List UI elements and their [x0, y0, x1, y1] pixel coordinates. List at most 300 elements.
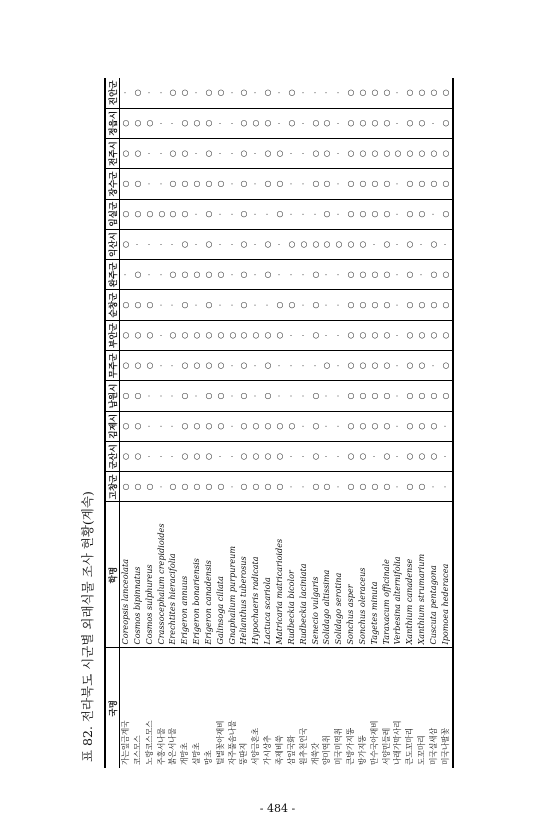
presence-cell: · [262, 199, 274, 229]
presence-cell: ○ [321, 229, 333, 259]
presence-cell: ○ [191, 108, 203, 138]
presence-cell: ○ [310, 381, 322, 411]
presence-cell: · [167, 441, 179, 471]
presence-cell: ○ [238, 320, 250, 350]
korean-name: 미국실새삼 [428, 727, 438, 765]
scientific-name: Erechtites hieracifolia [167, 502, 179, 648]
presence-cell: ○ [345, 381, 357, 411]
presence-cell: ○ [132, 441, 144, 471]
presence-cell: ○ [416, 108, 428, 138]
col-header-region: 완주군 [105, 260, 120, 290]
presence-cell: ○ [203, 229, 215, 259]
presence-cell: ○ [310, 290, 322, 320]
scientific-name: Matricaria matricarioides [274, 502, 286, 648]
presence-cell: · [286, 199, 298, 229]
presence-cell: · [156, 290, 168, 320]
table-row [262, 78, 274, 768]
presence-cell: ○ [440, 138, 453, 168]
presence-cell: ○ [345, 411, 357, 441]
presence-cell: ○ [167, 199, 179, 229]
presence-cell: ○ [357, 441, 369, 471]
col-header-region: 순창군 [105, 290, 120, 320]
korean-name: 개망초 [180, 742, 190, 765]
presence-cell: ○ [191, 351, 203, 381]
presence-cell: ○ [120, 472, 132, 502]
presence-cell: ○ [369, 108, 381, 138]
presence-cell: ○ [321, 138, 333, 168]
presence-cell: ○ [286, 78, 298, 108]
presence-cell: · [321, 441, 333, 471]
presence-cell: ○ [310, 138, 322, 168]
presence-cell: ○ [250, 108, 262, 138]
presence-cell: ○ [369, 260, 381, 290]
table-row [203, 78, 215, 768]
presence-cell: ○ [321, 199, 333, 229]
presence-cell: · [144, 441, 156, 471]
presence-cell: ○ [404, 411, 416, 441]
presence-cell: ○ [179, 441, 191, 471]
presence-cell: · [310, 351, 322, 381]
scientific-name: Cuscuta pentagona [428, 502, 440, 648]
presence-cell: ○ [144, 472, 156, 502]
presence-cell: ○ [179, 199, 191, 229]
presence-cell: ○ [416, 441, 428, 471]
scientific-name: Ipomoea hederacea [440, 502, 453, 648]
rotated-table-block [78, 78, 473, 768]
presence-cell: ○ [167, 320, 179, 350]
presence-cell: ○ [262, 78, 274, 108]
korean-name: 서양민들레 [381, 727, 391, 765]
korean-name: 개쑥갓 [310, 742, 320, 765]
presence-cell: ○ [274, 441, 286, 471]
presence-cell: ○ [262, 138, 274, 168]
presence-cell: ○ [381, 411, 393, 441]
scientific-name: Gnaphalium purpureum [227, 502, 239, 648]
presence-cell: ○ [381, 229, 393, 259]
table-row [227, 78, 239, 768]
presence-cell: · [215, 199, 227, 229]
presence-cell: · [333, 290, 345, 320]
presence-cell: · [191, 199, 203, 229]
table-row [215, 78, 227, 768]
presence-cell: ○ [381, 441, 393, 471]
korean-name: 만수국아재비 [369, 720, 379, 765]
col-header-region: 임실군 [105, 199, 120, 229]
presence-cell: ○ [357, 472, 369, 502]
presence-cell: · [392, 351, 404, 381]
presence-cell: · [286, 320, 298, 350]
presence-cell: ○ [215, 472, 227, 502]
presence-cell: ○ [404, 351, 416, 381]
presence-cell: ○ [357, 260, 369, 290]
table-caption: 표 82. 전라북도 시군별 외래식물 조사 현황(계속) [80, 491, 95, 762]
presence-cell: ○ [191, 441, 203, 471]
col-header-region: 무주군 [105, 351, 120, 381]
table-row [321, 78, 333, 768]
presence-cell: · [227, 199, 239, 229]
table-row [333, 78, 345, 768]
scientific-name: Erigeron canadensis [203, 502, 215, 648]
presence-cell: · [428, 472, 440, 502]
presence-cell: · [120, 260, 132, 290]
presence-cell: ○ [369, 351, 381, 381]
presence-cell: ○ [369, 169, 381, 199]
presence-cell: ○ [191, 411, 203, 441]
presence-cell: ○ [132, 411, 144, 441]
presence-cell: ○ [440, 199, 453, 229]
table-row [156, 78, 168, 768]
presence-cell: ○ [191, 260, 203, 290]
presence-cell: ○ [440, 169, 453, 199]
presence-cell: ○ [369, 320, 381, 350]
presence-cell: ○ [310, 260, 322, 290]
presence-cell: ○ [132, 108, 144, 138]
presence-cell: ○ [310, 108, 322, 138]
presence-cell: · [156, 472, 168, 502]
presence-cell: ○ [191, 472, 203, 502]
presence-cell: ○ [357, 108, 369, 138]
presence-cell: ○ [404, 169, 416, 199]
presence-cell: ○ [369, 138, 381, 168]
presence-cell: ○ [345, 169, 357, 199]
presence-cell: ○ [120, 229, 132, 259]
presence-cell: · [392, 320, 404, 350]
presence-cell: ○ [238, 411, 250, 441]
col-header-region: 부안군 [105, 320, 120, 350]
presence-cell: ○ [440, 351, 453, 381]
presence-cell: ○ [357, 351, 369, 381]
presence-cell: ○ [428, 78, 440, 108]
presence-cell: ○ [215, 320, 227, 350]
presence-cell: · [215, 108, 227, 138]
presence-cell: · [428, 108, 440, 138]
korean-name: 방가지똥 [357, 735, 367, 765]
col-header-region: 고창군 [105, 472, 120, 502]
presence-cell: · [333, 441, 345, 471]
presence-cell: ○ [203, 108, 215, 138]
presence-cell: ○ [404, 290, 416, 320]
presence-cell: · [392, 199, 404, 229]
presence-cell: ○ [416, 199, 428, 229]
presence-cell: ○ [357, 169, 369, 199]
presence-cell: · [392, 78, 404, 108]
presence-cell: · [191, 381, 203, 411]
presence-cell: · [321, 290, 333, 320]
presence-cell: · [286, 169, 298, 199]
presence-cell: ○ [321, 351, 333, 381]
presence-cell: · [298, 472, 310, 502]
scientific-name: Hypochaeris radicata [250, 502, 262, 648]
presence-cell: ○ [179, 169, 191, 199]
presence-cell: ○ [238, 290, 250, 320]
korean-name: 자주풀솜나물 [227, 720, 237, 765]
scientific-name: Solidago serotina [333, 502, 345, 648]
presence-cell: ○ [179, 290, 191, 320]
presence-cell: · [144, 260, 156, 290]
presence-cell: ○ [167, 169, 179, 199]
presence-cell: ○ [238, 108, 250, 138]
presence-cell: ○ [381, 320, 393, 350]
presence-cell: ○ [286, 411, 298, 441]
presence-cell: ○ [179, 351, 191, 381]
table-row [440, 78, 453, 768]
presence-cell: · [227, 441, 239, 471]
presence-cell: ○ [120, 411, 132, 441]
presence-cell: ○ [369, 472, 381, 502]
presence-cell: · [392, 290, 404, 320]
korean-name: 망초 [203, 750, 213, 765]
presence-cell: · [167, 351, 179, 381]
presence-cell: ○ [381, 138, 393, 168]
presence-cell: ○ [215, 169, 227, 199]
korean-name: 붉은서나물 [168, 727, 178, 765]
presence-cell: · [321, 411, 333, 441]
col-header-korean: 국명 [105, 648, 120, 768]
presence-cell: · [250, 290, 262, 320]
presence-cell: · [250, 78, 262, 108]
presence-cell: ○ [416, 138, 428, 168]
presence-cell: · [440, 411, 453, 441]
presence-cell: ○ [120, 138, 132, 168]
scientific-name: Senecio vulgaris [310, 502, 322, 648]
presence-cell: · [156, 78, 168, 108]
presence-cell: ○ [369, 290, 381, 320]
presence-cell: ○ [191, 169, 203, 199]
presence-cell: · [286, 441, 298, 471]
presence-cell: ○ [132, 199, 144, 229]
presence-cell: ○ [132, 381, 144, 411]
presence-cell: ○ [179, 260, 191, 290]
presence-cell: · [392, 441, 404, 471]
presence-cell: ○ [357, 381, 369, 411]
presence-cell: · [333, 472, 345, 502]
korean-name: 주홍서나물 [156, 727, 166, 765]
presence-cell: · [215, 138, 227, 168]
presence-cell: · [167, 229, 179, 259]
presence-cell: ○ [262, 351, 274, 381]
presence-cell: · [333, 320, 345, 350]
presence-cell: ○ [357, 290, 369, 320]
scientific-name: Xanthium strumarium [416, 502, 428, 648]
presence-cell: · [369, 441, 381, 471]
presence-cell: · [191, 78, 203, 108]
presence-cell: · [227, 290, 239, 320]
presence-cell: ○ [440, 290, 453, 320]
presence-cell: ○ [238, 441, 250, 471]
presence-cell: ○ [333, 229, 345, 259]
presence-cell: · [250, 381, 262, 411]
presence-cell: ○ [167, 472, 179, 502]
presence-cell: ○ [203, 78, 215, 108]
presence-cell: ○ [203, 199, 215, 229]
presence-cell: ○ [274, 169, 286, 199]
presence-cell: · [298, 78, 310, 108]
presence-cell: · [250, 138, 262, 168]
presence-cell: · [286, 381, 298, 411]
presence-cell: ○ [250, 472, 262, 502]
presence-cell: · [167, 108, 179, 138]
presence-cell: · [274, 78, 286, 108]
presence-cell: ○ [238, 229, 250, 259]
presence-cell: ○ [250, 441, 262, 471]
presence-cell: · [227, 411, 239, 441]
presence-cell: · [321, 78, 333, 108]
presence-cell: · [392, 411, 404, 441]
scientific-name: Solidago altissima [321, 502, 333, 648]
col-header-region: 익산시 [105, 229, 120, 259]
korean-name: 미국미역취 [334, 727, 344, 765]
presence-cell: ○ [392, 138, 404, 168]
presence-cell: · [286, 472, 298, 502]
presence-cell: · [274, 381, 286, 411]
presence-cell: ○ [262, 472, 274, 502]
presence-cell: ○ [428, 169, 440, 199]
korean-name: 실망초 [192, 742, 202, 765]
presence-cell: ○ [262, 108, 274, 138]
presence-cell: · [156, 138, 168, 168]
presence-cell: ○ [203, 411, 215, 441]
presence-cell: · [227, 351, 239, 381]
presence-cell: · [215, 290, 227, 320]
presence-cell: ○ [416, 381, 428, 411]
presence-cell: ○ [428, 138, 440, 168]
presence-cell: · [262, 290, 274, 320]
presence-cell: ○ [321, 169, 333, 199]
page-number: - 484 - [259, 802, 296, 815]
presence-cell: ○ [381, 351, 393, 381]
presence-cell: ○ [345, 351, 357, 381]
presence-cell: · [298, 260, 310, 290]
presence-cell: ○ [262, 320, 274, 350]
presence-cell: ○ [215, 260, 227, 290]
presence-cell: ○ [357, 411, 369, 441]
presence-cell: · [191, 229, 203, 259]
presence-cell: · [333, 108, 345, 138]
presence-cell: ○ [215, 411, 227, 441]
table-row [345, 78, 357, 768]
presence-cell: ○ [238, 472, 250, 502]
presence-cell: ○ [298, 229, 310, 259]
presence-cell: ○ [274, 472, 286, 502]
presence-cell: ○ [345, 108, 357, 138]
presence-cell: ○ [203, 138, 215, 168]
presence-cell: ○ [357, 138, 369, 168]
presence-cell: ○ [144, 320, 156, 350]
presence-cell: ○ [416, 320, 428, 350]
presence-cell: ○ [238, 169, 250, 199]
presence-cell: ○ [428, 320, 440, 350]
presence-cell: ○ [428, 229, 440, 259]
presence-cell: ○ [274, 320, 286, 350]
table-row [310, 78, 322, 768]
korean-name: 코스모스 [132, 735, 142, 765]
presence-cell: ○ [404, 199, 416, 229]
presence-cell: · [274, 260, 286, 290]
korean-name: 가시상추 [263, 735, 273, 765]
presence-cell: · [156, 411, 168, 441]
korean-name: 족제비쑥 [274, 735, 284, 765]
presence-cell: · [144, 78, 156, 108]
presence-cell: ○ [381, 260, 393, 290]
col-header-region: 김제시 [105, 411, 120, 441]
presence-cell: ○ [345, 472, 357, 502]
presence-cell: · [286, 260, 298, 290]
scientific-name: Sonchus oleraceus [357, 502, 369, 648]
presence-cell: ○ [345, 78, 357, 108]
presence-cell: · [274, 351, 286, 381]
presence-cell: ○ [369, 381, 381, 411]
presence-cell: ○ [381, 381, 393, 411]
presence-cell: · [392, 108, 404, 138]
korean-name: 뚱딴지 [239, 742, 249, 765]
presence-cell: ○ [120, 169, 132, 199]
presence-cell: ○ [357, 78, 369, 108]
presence-cell: ○ [120, 290, 132, 320]
presence-cell: ○ [416, 351, 428, 381]
scientific-name: Cosmos bipinnatus [132, 502, 144, 648]
presence-cell: ○ [144, 351, 156, 381]
presence-cell: · [227, 472, 239, 502]
presence-cell: · [440, 229, 453, 259]
presence-cell: ○ [440, 381, 453, 411]
presence-cell: · [227, 381, 239, 411]
species-table [104, 78, 454, 768]
presence-cell: · [333, 381, 345, 411]
presence-cell: ○ [179, 108, 191, 138]
col-header-region: 정읍시 [105, 108, 120, 138]
presence-cell: ○ [203, 260, 215, 290]
presence-cell: ○ [132, 138, 144, 168]
presence-cell: ○ [274, 138, 286, 168]
presence-cell: ○ [274, 411, 286, 441]
table-row [428, 78, 440, 768]
presence-cell: ○ [286, 108, 298, 138]
presence-cell: ○ [310, 169, 322, 199]
presence-cell: · [144, 229, 156, 259]
table-row [381, 78, 393, 768]
scientific-name: Rudbeckia laciniata [298, 502, 310, 648]
presence-cell: · [286, 138, 298, 168]
presence-cell: ○ [262, 169, 274, 199]
korean-name: 큰방가지똥 [346, 727, 356, 765]
presence-cell: · [156, 260, 168, 290]
presence-cell: ○ [369, 199, 381, 229]
presence-cell: ○ [238, 260, 250, 290]
presence-cell: ○ [428, 411, 440, 441]
presence-cell: · [392, 472, 404, 502]
scientific-name: Taraxacum officinale [381, 502, 393, 648]
presence-cell: ○ [203, 472, 215, 502]
presence-cell: ○ [321, 108, 333, 138]
presence-cell: · [167, 290, 179, 320]
presence-cell: ○ [357, 199, 369, 229]
presence-cell: ○ [144, 108, 156, 138]
presence-cell: · [250, 199, 262, 229]
table-row [132, 78, 144, 768]
presence-cell: · [250, 229, 262, 259]
col-header-region: 전주시 [105, 138, 120, 168]
presence-cell: ○ [120, 108, 132, 138]
presence-cell: ○ [238, 351, 250, 381]
presence-cell: · [250, 169, 262, 199]
col-header-region: 군산시 [105, 441, 120, 471]
presence-cell: · [191, 138, 203, 168]
presence-cell: · [167, 411, 179, 441]
presence-cell: · [369, 229, 381, 259]
presence-cell: ○ [179, 138, 191, 168]
presence-cell: ○ [215, 351, 227, 381]
col-header-region: 남원시 [105, 381, 120, 411]
